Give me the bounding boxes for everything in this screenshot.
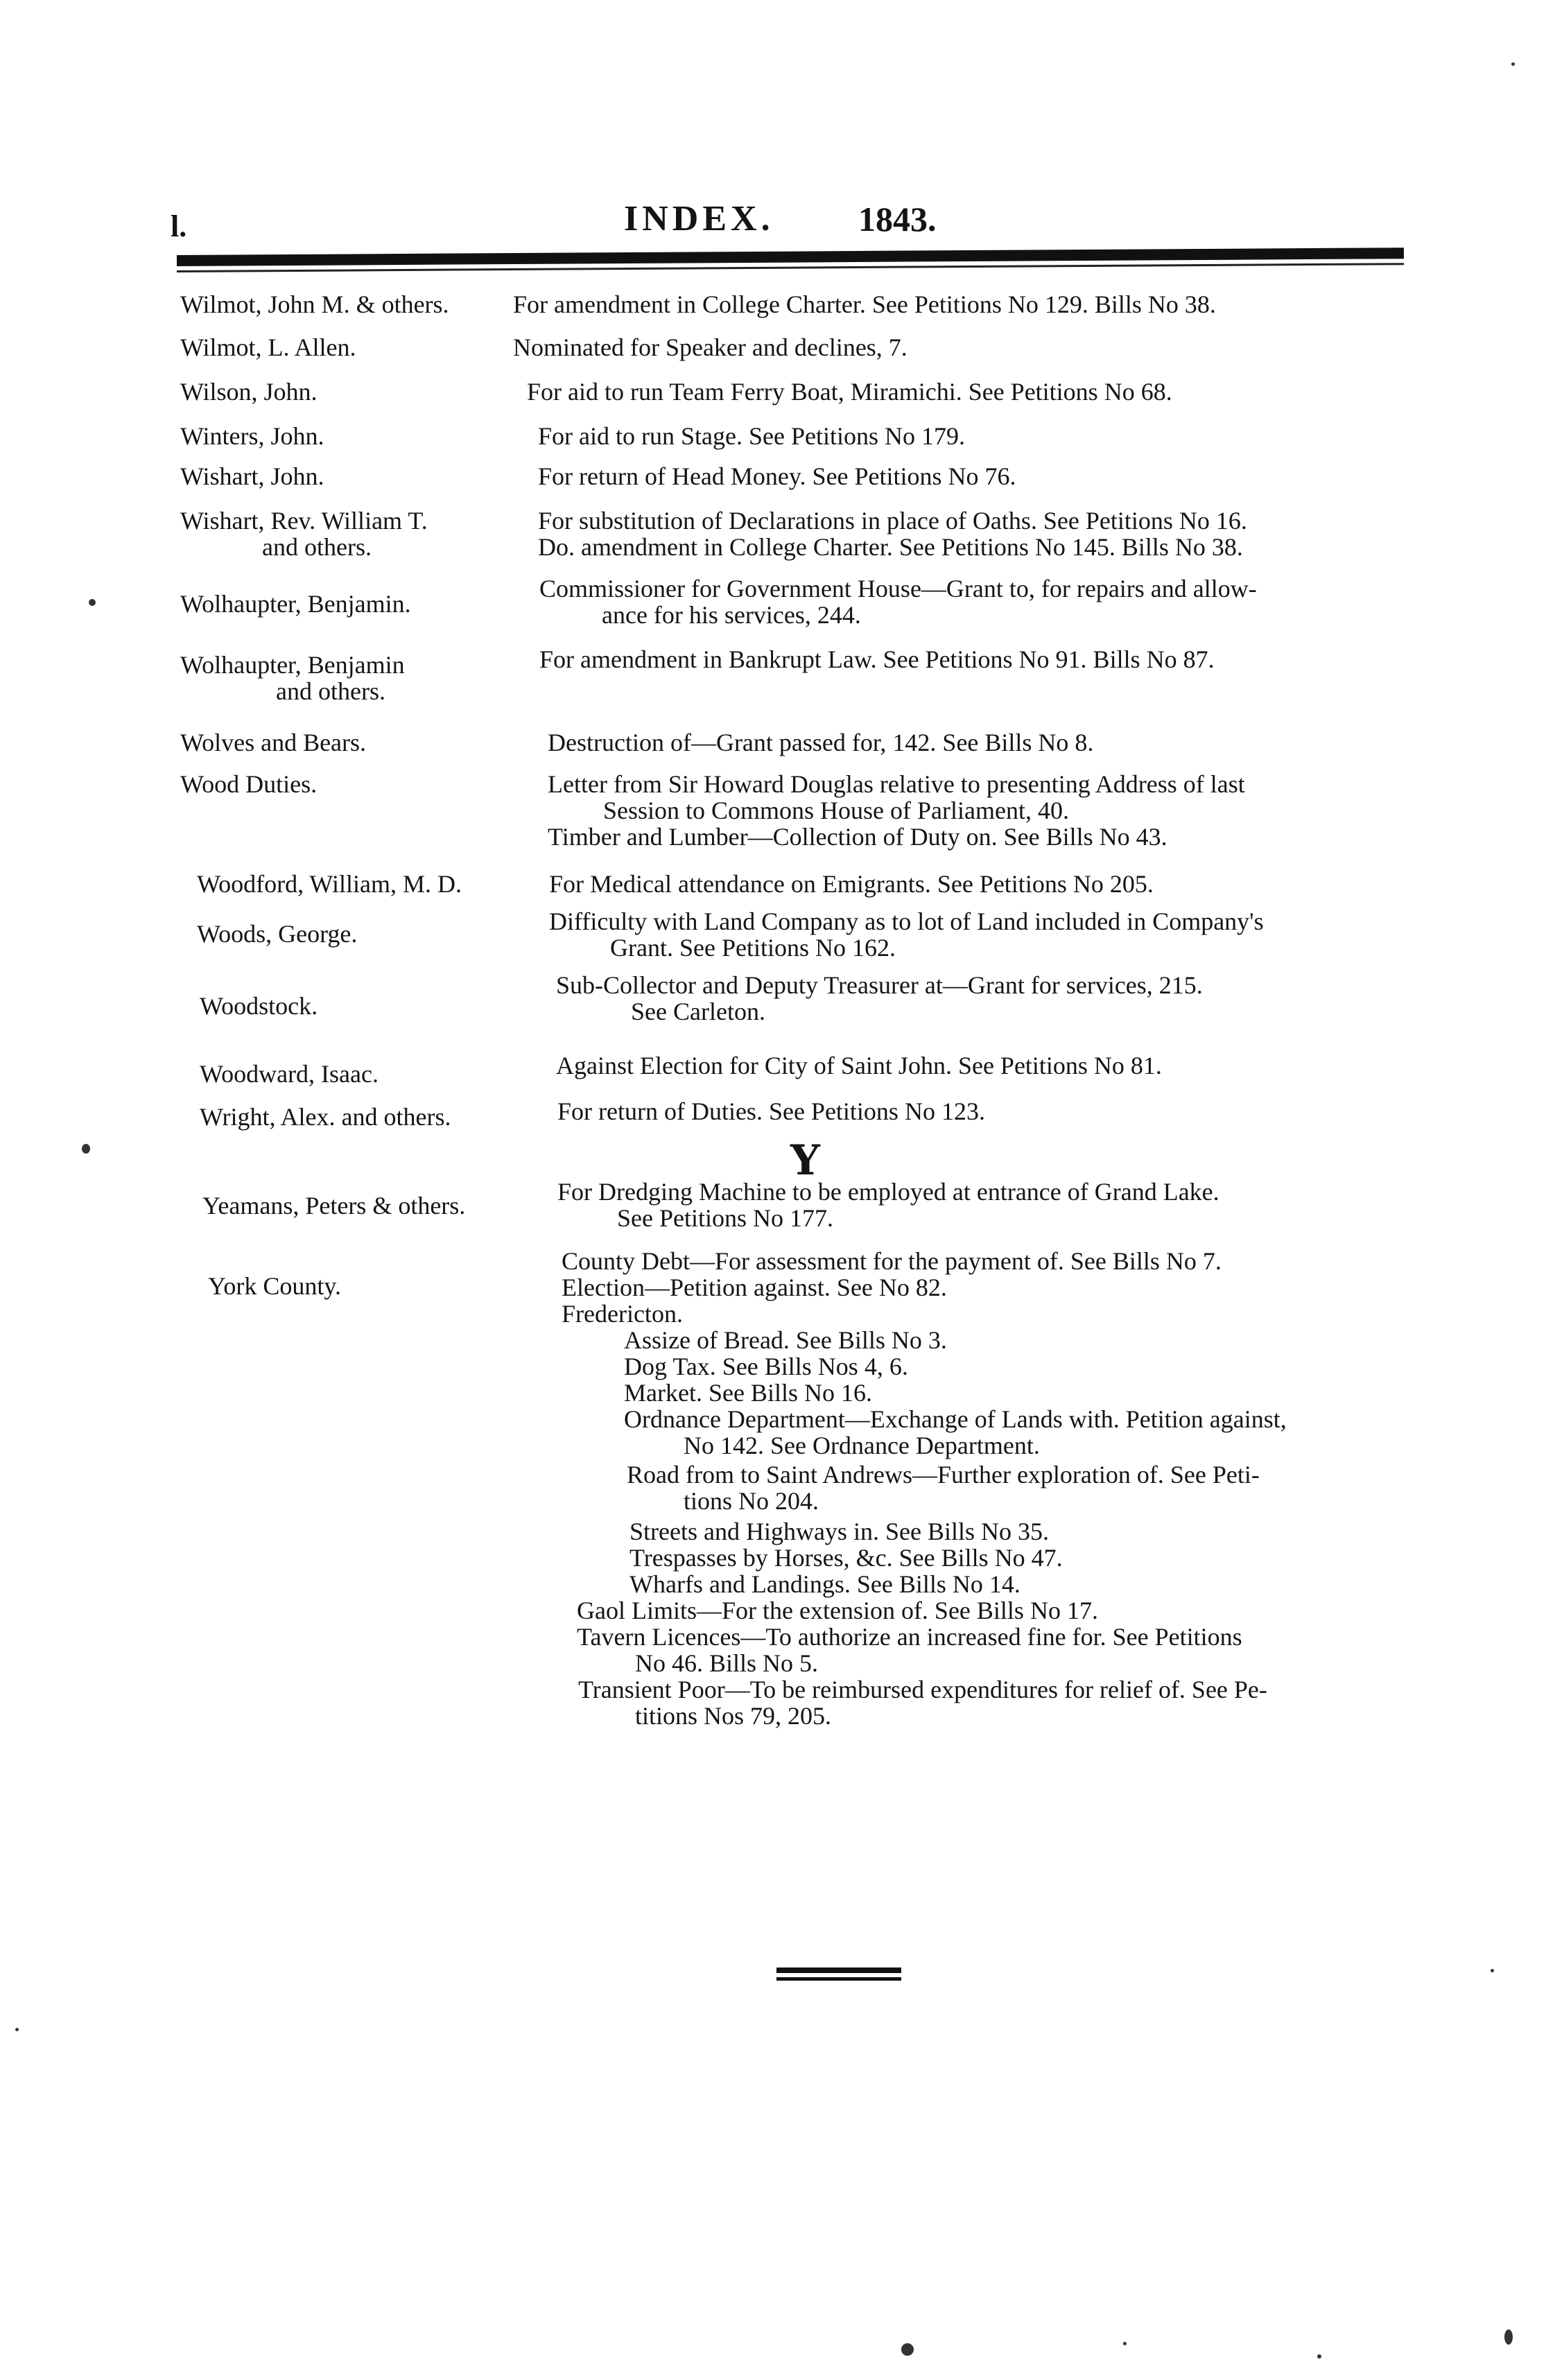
entry-desc-line: Election—Petition against. See No 82. xyxy=(562,1274,947,1301)
entry-name-line: Wood Duties. xyxy=(180,770,318,798)
entry-description xyxy=(549,908,1423,961)
york-county-description xyxy=(555,1248,1428,1729)
entry-desc-line: For amendment in College Charter. See Petitions No 129. Bills No 38. xyxy=(513,290,1216,318)
entry-description xyxy=(548,729,1421,756)
entry-desc-line: For Medical attendance on Emigrants. See Petitions No 205. xyxy=(549,870,1154,898)
entry-desc-line: See Petitions No 177. xyxy=(617,1204,833,1232)
entry-name xyxy=(180,463,541,489)
entry-desc-line: titions Nos 79, 205. xyxy=(635,1702,832,1730)
entry-name-line: and others. xyxy=(276,677,385,705)
section-letter: Y xyxy=(790,1136,820,1185)
entry-name xyxy=(200,993,560,1019)
entry-name xyxy=(197,921,557,947)
entry-desc-line: County Debt—For assessment for the payment of. See Bills No 7. xyxy=(562,1247,1222,1275)
entry-description xyxy=(556,1052,1430,1079)
entry-name xyxy=(180,729,541,756)
entry-name xyxy=(208,1273,568,1299)
entry-name-line: Wishart, John. xyxy=(180,462,324,490)
entry-desc-line: Transient Poor—To be reimbursed expenditures for relief of. See Pe- xyxy=(578,1676,1267,1703)
entry-desc-line: Against Election for City of Saint John. See Petitions No 81. xyxy=(556,1052,1162,1079)
entry-description xyxy=(538,507,1412,560)
scan-speck xyxy=(15,2028,19,2031)
entry-name xyxy=(180,507,541,560)
scan-speck xyxy=(1511,62,1515,66)
entry-desc-line: Trespasses by Horses, &c. See Bills No 47. xyxy=(629,1544,1063,1572)
entry-desc-line: No 46. Bills No 5. xyxy=(635,1649,819,1677)
entry-desc-line: Tavern Licences—To authorize an increased fine for. See Petitions xyxy=(577,1623,1242,1651)
entry-desc-line: Nominated for Speaker and declines, 7. xyxy=(513,333,907,361)
entry-desc-line: For aid to run Team Ferry Boat, Miramichi. See Petitions No 68. xyxy=(527,378,1172,406)
page-number: l. xyxy=(171,209,187,243)
entry-name-line: Yeamans, Peters & others. xyxy=(202,1192,466,1219)
entry-name-line: Wolhaupter, Benjamin. xyxy=(180,590,411,618)
entry-name xyxy=(180,771,541,797)
entry-desc-line: For Dredging Machine to be employed at entrance of Grand Lake. xyxy=(557,1178,1219,1206)
entry-name-line: Wilmot, John M. & others. xyxy=(180,290,449,318)
entry-desc-line: Road from to Saint Andrews—Further exploration of. See Peti- xyxy=(627,1461,1260,1488)
scan-speck xyxy=(82,1144,90,1154)
entry-description xyxy=(538,463,1412,489)
entry-name-line: Woodward, Isaac. xyxy=(200,1060,379,1088)
entry-name-line: York County. xyxy=(208,1272,342,1300)
entry-desc-line: Destruction of—Grant passed for, 142. See Bills No 8. xyxy=(548,729,1094,756)
entry-name xyxy=(180,334,541,361)
scan-speck xyxy=(1317,2354,1321,2359)
entry-desc-line: Streets and Highways in. See Bills No 35. xyxy=(629,1518,1049,1545)
entry-name xyxy=(180,591,541,617)
entry-desc-line: Assize of Bread. See Bills No 3. xyxy=(624,1326,947,1354)
entry-desc-line: Do. amendment in College Charter. See Petitions No 145. Bills No 38. xyxy=(538,533,1243,561)
page-title: INDEX. xyxy=(624,199,774,238)
entry-desc-line: ance for his services, 244. xyxy=(602,601,861,629)
end-rule xyxy=(776,1968,901,1973)
entry-name xyxy=(180,423,541,449)
entry-name xyxy=(202,1192,563,1219)
entry-description xyxy=(513,334,1387,361)
entry-description xyxy=(527,379,1400,405)
entry-desc-line: For amendment in Bankrupt Law. See Petitions No 91. Bills No 87. xyxy=(539,645,1215,673)
scan-speck xyxy=(1491,1969,1494,1972)
entry-name-line: Woodstock. xyxy=(200,992,318,1020)
entry-description xyxy=(549,871,1423,897)
entry-description xyxy=(539,575,1413,628)
end-rule xyxy=(776,1977,901,1981)
entry-name-line: Woods, George. xyxy=(197,920,358,948)
entry-desc-line: Commissioner for Government House—Grant to, for repairs and allow- xyxy=(539,575,1257,602)
entry-description xyxy=(538,423,1412,449)
entry-desc-line: See Carleton. xyxy=(631,998,765,1025)
entry-name xyxy=(180,291,541,318)
entry-description xyxy=(513,291,1387,318)
entry-desc-line: For return of Duties. See Petitions No 123. xyxy=(557,1097,985,1125)
entry-desc-line: Grant. See Petitions No 162. xyxy=(610,934,896,962)
entry-desc-line: Ordnance Department—Exchange of Lands with. Petition against, xyxy=(624,1405,1287,1433)
entry-desc-line: Timber and Lumber—Collection of Duty on. See Bills No 43. xyxy=(548,823,1167,851)
entry-desc-line: Letter from Sir Howard Douglas relative to presenting Address of last xyxy=(548,770,1245,798)
entry-desc-line: Dog Tax. See Bills Nos 4, 6. xyxy=(624,1353,908,1380)
entry-desc-line: For substitution of Declarations in place of Oaths. See Petitions No 16. xyxy=(538,507,1247,535)
entry-description xyxy=(557,1179,1431,1231)
scan-speck xyxy=(1504,2329,1513,2345)
entry-name xyxy=(180,652,541,704)
entry-desc-line: Fredericton. xyxy=(562,1300,683,1328)
scan-speck xyxy=(89,599,96,606)
page-year: 1843. xyxy=(858,200,937,238)
entry-name-line: Wolves and Bears. xyxy=(180,729,367,756)
entry-desc-line: No 142. See Ordnance Department. xyxy=(684,1432,1040,1459)
entry-name xyxy=(180,379,541,405)
entry-name-line: Winters, John. xyxy=(180,422,324,450)
entry-desc-line: For aid to run Stage. See Petitions No 179. xyxy=(538,422,965,450)
entry-name-line: Wright, Alex. and others. xyxy=(200,1103,451,1131)
entry-name-line: Wilson, John. xyxy=(180,378,318,406)
entry-description xyxy=(556,972,1430,1025)
entry-name-line: Wishart, Rev. William T. xyxy=(180,507,428,535)
entry-desc-line: Sub-Collector and Deputy Treasurer at—Grant for services, 215. xyxy=(556,971,1203,999)
entry-name xyxy=(197,871,557,897)
entry-desc-line: Difficulty with Land Company as to lot of Land included in Company's xyxy=(549,907,1264,935)
entry-name-line: and others. xyxy=(262,533,372,561)
entry-name xyxy=(200,1061,560,1087)
entry-name-line: Wolhaupter, Benjamin xyxy=(180,651,405,679)
entry-desc-line: tions No 204. xyxy=(684,1487,819,1515)
entry-name xyxy=(200,1104,560,1130)
entry-description xyxy=(548,771,1421,850)
scan-speck xyxy=(901,2343,914,2356)
entry-desc-line: Wharfs and Landings. See Bills No 14. xyxy=(629,1570,1020,1598)
entry-name-line: Woodford, William, M. D. xyxy=(197,870,462,898)
entry-description xyxy=(557,1098,1431,1124)
entry-desc-line: Session to Commons House of Parliament, 40. xyxy=(603,797,1069,824)
entry-desc-line: For return of Head Money. See Petitions No 76. xyxy=(538,462,1016,490)
entry-description xyxy=(539,646,1413,672)
scan-speck xyxy=(1123,2342,1127,2345)
entry-name-line: Wilmot, L. Allen. xyxy=(180,333,356,361)
entry-desc-line: Gaol Limits—For the extension of. See Bills No 17. xyxy=(577,1597,1098,1624)
entry-desc-line: Market. See Bills No 16. xyxy=(624,1379,872,1407)
